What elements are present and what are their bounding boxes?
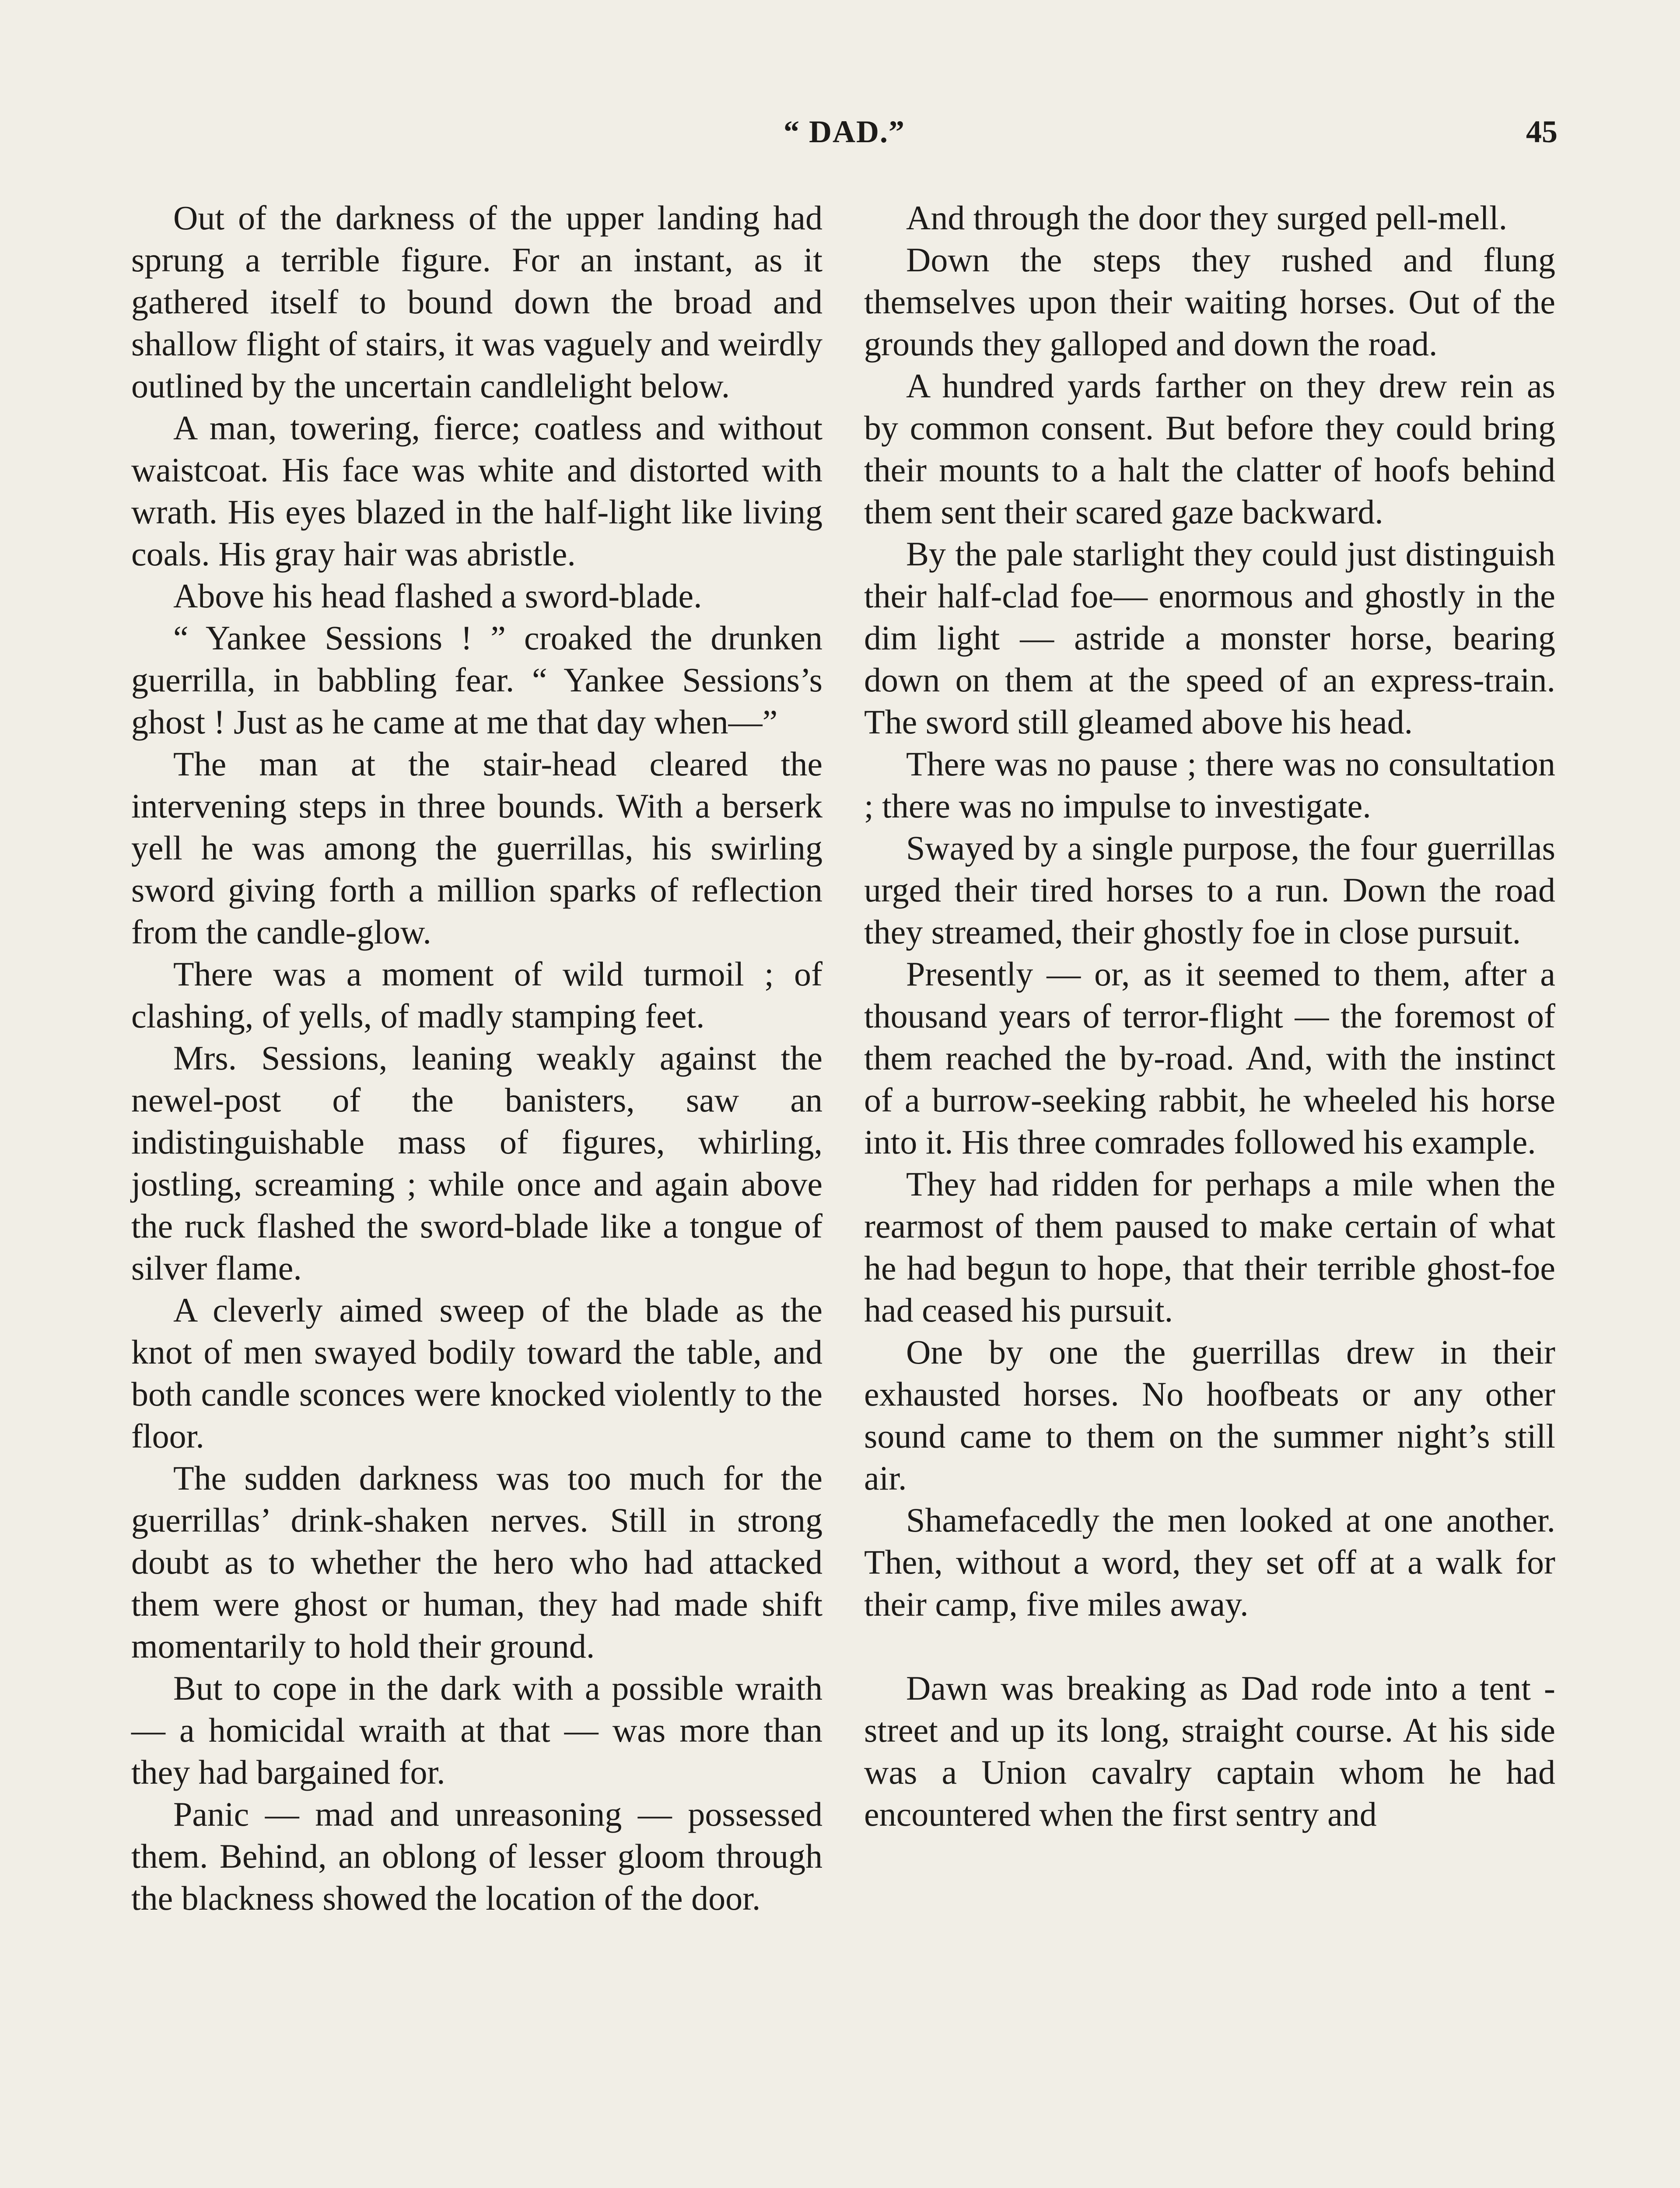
right-column xyxy=(864,197,1555,1835)
paragraph: The man at the stair-head cleared the intervening steps in three bounds. With a berserk yell he was among the guerrillas, his swirling sword giving forth a million sparks of reflection from the candle-glow. xyxy=(131,745,822,951)
paragraph: Above his head flashed a sword-blade. xyxy=(173,577,702,615)
paragraph: One by one the guerrillas drew in their exhausted horses. No hoofbeats or any other sound came to them on the summer night’s still air. xyxy=(864,1333,1555,1497)
paragraph: A cleverly aimed sweep of the blade as the knot of men swayed bodily toward the table, and both candle sconces were knocked violently to the floor. xyxy=(131,1291,822,1455)
left-column xyxy=(131,197,822,1919)
paragraph: The sudden darkness was too much for the guerrillas’ drink-shaken nerves. Still in strong doubt as to whether the hero who had attacked them were ghost or human, they had made shift momentarily to hold their ground. xyxy=(131,1459,822,1665)
paragraph: Presently — or, as it seemed to them, after a thousand years of terror-flight — the foremost of them reached the by-road. And, with the instinct of a burrow-seeking rabbit, he wheeled his horse into it. His three comrades followed his example. xyxy=(864,955,1555,1161)
running-title: “ DAD.” xyxy=(784,114,905,149)
paragraph: And through the door they surged pell-mell. xyxy=(906,199,1508,237)
paragraph: There was no pause ; there was no consultation ; there was no impulse to investigate. xyxy=(864,745,1555,825)
paragraph: Mrs. Sessions, leaning weakly against the newel-post of the banisters, saw an indistinguishable mass of figures, whirling, jostling, screaming ; while once and again above the ruck flashed the sword-blade like a tongue of silver flame. xyxy=(131,1039,822,1287)
paragraph: Down the steps they rushed and flung themselves upon their waiting horses. Out of the grounds they galloped and down the road. xyxy=(864,241,1555,363)
page-number: 45 xyxy=(1526,114,1558,149)
paragraph: But to cope in the dark with a possible wraith — a homicidal wraith at that — was more than they had bargained for. xyxy=(131,1669,822,1791)
paragraph: A man, towering, fierce; coatless and without waistcoat. His face was white and distorted with wrath. His eyes blazed in the half-light like living coals. His gray hair was abristle. xyxy=(131,409,822,573)
paragraph: There was a moment of wild turmoil ; of clashing, of yells, of madly stamping feet. xyxy=(131,955,822,1035)
paragraph: Dawn was breaking as Dad rode into a tent - street and up its long, straight course. At his side was a Union cavalry captain whom he had encountered when the first sentry and xyxy=(864,1669,1555,1833)
paragraph: Swayed by a single purpose, the four guerrillas urged their tired horses to a run. Down the road they streamed, their ghostly foe in close pursuit. xyxy=(864,829,1555,951)
paragraph: By the pale starlight they could just distinguish their half-clad foe— enormous and ghostly in the dim light — astride a monster horse, bearing down on them at the speed of an express-train. The sword still gleamed above his head. xyxy=(864,535,1555,741)
running-head xyxy=(0,109,1680,158)
paragraph: Shamefacedly the men looked at one another. Then, without a word, they set off at a walk for their camp, five miles away. xyxy=(864,1501,1555,1623)
paragraph: “ Yankee Sessions ! ” croaked the drunken guerrilla, in babbling fear. “ Yankee Sessions’s ghost ! Just as he came at me that day when—” xyxy=(131,619,822,741)
paragraph: Out of the darkness of the upper landing had sprung a terrible figure. For an instant, as it gathered itself to bound down the broad and shallow flight of stairs, it was vaguely and weirdly outlined by the uncertain candlelight below. xyxy=(131,199,822,405)
paragraph: Panic — mad and unreasoning — possessed them. Behind, an oblong of lesser gloom through the blackness showed the location of the door. xyxy=(131,1795,822,1917)
paragraph: They had ridden for perhaps a mile when the rearmost of them paused to make certain of what he had begun to hope, that their terrible ghost-foe had ceased his pursuit. xyxy=(864,1165,1555,1329)
paragraph: A hundred yards farther on they drew rein as by common consent. But before they could bring their mounts to a halt the clatter of hoofs behind them sent their scared gaze backward. xyxy=(864,367,1555,531)
